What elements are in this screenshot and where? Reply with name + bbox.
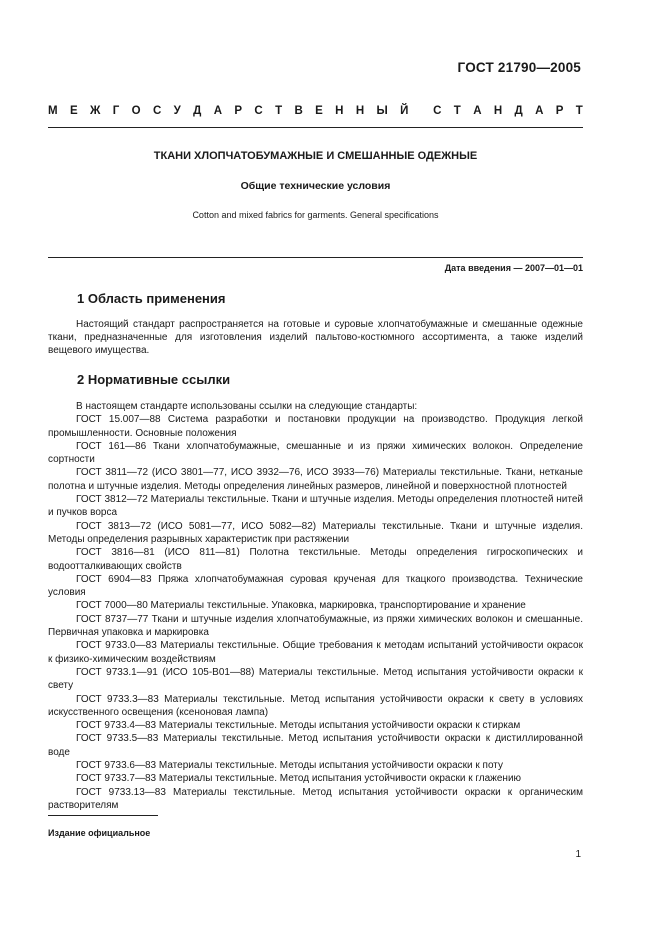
banner-letter: Д [514,105,523,117]
reference-item: ГОСТ 7000—80 Материалы текстильные. Упаковка, маркировка, транспортирование и хранение [76,600,526,612]
reference-item: ГОСТ 8737—77 Ткани и штучные изделия хлопчатобумажные, из пряжи химических волокон и смешанные. Первичная упаковка и маркировка [48,613,583,639]
banner-letter: Р [555,105,564,117]
reference-item: ГОСТ 6904—83 Пряжа хлопчатобумажная суровая крученая для ткацкого производства. Технические условия [48,573,583,599]
document-subtitle: Общие технические условия [240,180,391,192]
reference-item: ГОСТ 9733.13—83 Материалы текстильные. Метод испытания устойчивости окраски к органическим растворителям [48,786,583,811]
banner-letter: А [473,105,482,117]
section-1-text [48,318,583,358]
document-title: ТКАНИ ХЛОПЧАТОБУМАЖНЫЕ И СМЕШАННЫЕ ОДЕЖНЫЕ [153,150,478,162]
banner-letter: Н [355,105,365,117]
reference-item: ГОСТ 3816—81 (ИСО 811—81) Полотна текстильные. Методы определения гигроскопических и водоотталкивающих свойств [48,547,583,572]
section-1-body: Настоящий стандарт распространяется на готовые и суровые хлопчатобумажные и смешанные одежные ткани, предназначенные для изготовления изделий пальтово-костюмного ассортимента, а также изделий вещевого имущества. [48,319,583,357]
section-1-heading: 1 Область применения [77,291,226,306]
document-code: ГОСТ 21790—2005 [457,60,581,75]
official-edition-label: Издание официальное [48,828,151,838]
banner-letter: Ж [89,105,101,117]
banner-letter: В [294,105,303,117]
banner-letter: Е [315,105,323,117]
banner-letter: Т [575,105,583,117]
banner-letter: А [535,105,544,117]
banner-letter: Т [275,105,283,117]
page-number: 1 [575,849,581,860]
banner-letter: С [254,105,263,117]
banner-letter: С [433,105,442,117]
reference-item: ГОСТ 9733.5—83 Материалы текстильные. Метод испытания устойчивости окраски к дистиллированной воде [48,733,583,758]
reference-item: ГОСТ 161—86 Ткани хлопчатобумажные, смешанные и из пряжи химических волокон. Определение сортности [48,440,583,466]
reference-item: ГОСТ 9733.4—83 Материалы текстильные. Методы испытания устойчивости окраски к стиркам [76,720,521,732]
banner-letter: Т [453,105,461,117]
banner-letter: Й [400,105,409,117]
banner-letter: М [48,105,58,117]
interstate-standard-banner [48,105,583,117]
reference-item: ГОСТ 9733.0—83 Материалы текстильные. Общие требования к методам испытаний устойчивости окрасок к физико-химическим воздействиям [48,640,583,665]
reference-item: ГОСТ 9733.3—83 Материалы текстильные. Метод испытания устойчивости окраски к свету в условиях искусственного освещения (ксеноновая лампа) [48,693,583,718]
reference-item: ГОСТ 3812—72 Материалы текстильные. Ткани и штучные изделия. Методы определения плотностей нитей и пучков ворса [48,494,583,519]
header-rule-top [48,127,583,128]
reference-item: ГОСТ 15.007—88 Система разработки и постановки продукции на производство. Продукция легкой промышленности. Основные положения [48,414,583,439]
footer-rule [48,815,158,816]
reference-item: ГОСТ 9733.6—83 Материалы текстильные. Методы испытания устойчивости окраски к поту [76,760,503,772]
banner-letter: О [131,105,141,117]
header-rule-bottom [48,257,583,258]
banner-letter: Ы [376,105,388,117]
banner-letter: А [213,105,223,117]
banner-letter: У [173,105,181,117]
banner-letter: Г [112,105,120,117]
section-2-heading: 2 Нормативные ссылки [77,372,231,387]
banner-letter: Р [234,105,243,117]
banner-letter: Е [69,105,78,117]
references-lead: В настоящем стандарте использованы ссылки на следующие стандарты: [76,401,418,412]
banner-letter: Д [193,105,202,117]
introduction-date: Дата введения — 2007—01—01 [444,263,583,273]
reference-item: ГОСТ 3811—72 (ИСО 3801—77, ИСО 3932—76, ИСО 3933—76) Материалы текстильные. Ткани, нетканые полотна и штучные изделия. Методы определения линейных размеров, линейной и поверхностной плотностей [48,467,583,492]
reference-item: ГОСТ 3813—72 (ИСО 5081—77, ИСО 5082—82) Материалы текстильные. Ткани и штучные изделия. Методы определения разрывных характеристик при растяжении [48,520,583,545]
banner-letter: Н [493,105,503,117]
banner-letter: С [152,105,162,117]
english-title: Cotton and mixed fabrics for garments. General specifications [192,210,439,220]
references-list [48,400,583,812]
reference-item: ГОСТ 9733.7—83 Материалы текстильные. Метод испытания устойчивости окраски к глажению [76,773,522,785]
reference-item: ГОСТ 9733.1—91 (ИСО 105-B01—88) Материалы текстильные. Метод испытания устойчивости окраски к свету [48,666,583,692]
banner-letter: Н [335,105,344,117]
